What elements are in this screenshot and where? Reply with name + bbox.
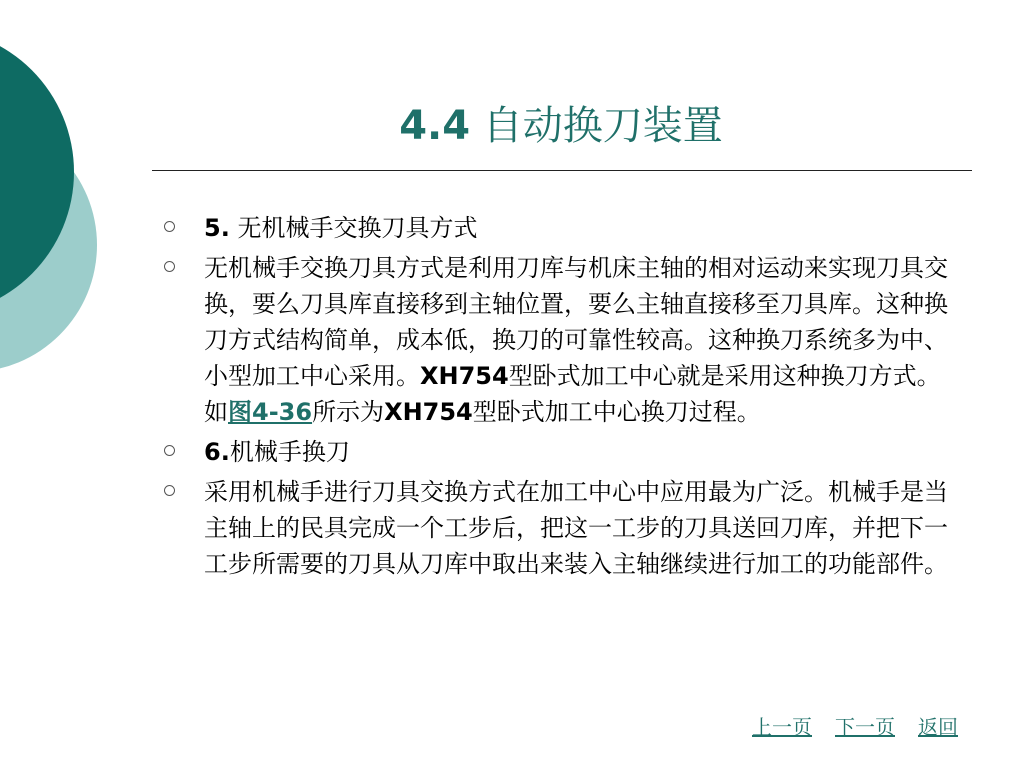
section-number: 5. xyxy=(204,214,230,242)
bullet-item-section-6 xyxy=(158,434,958,470)
bullet-item-description xyxy=(158,250,958,430)
bullet-circle-icon xyxy=(164,261,175,272)
next-page-link[interactable]: 下一页 xyxy=(835,715,895,739)
bullet-circle-icon xyxy=(164,221,175,232)
model-code: XH754 xyxy=(420,362,509,390)
bullet-text xyxy=(204,210,948,246)
text-segment: 所示为 xyxy=(312,398,385,426)
bullet-circle-icon xyxy=(164,445,175,456)
prev-page-link[interactable]: 上一页 xyxy=(752,715,812,739)
slide-navigation xyxy=(752,713,1002,741)
section-heading: 机械手换刀 xyxy=(229,438,350,466)
title-text: 自动换刀装置 xyxy=(482,103,723,149)
bullet-text xyxy=(204,434,948,470)
text-segment: 无机械手交换刀具方式是利用刀库与机床主轴的相对运动来实现刀具交换，要么刀具库直接移到主轴位置，要么主轴直接移至刀具库。这种换刀方式结构简单，成本低，换刀的可靠性较高。这种换刀系统多为中、小型加工中心采用。 xyxy=(204,254,948,390)
back-link[interactable]: 返回 xyxy=(918,715,958,739)
title-number: 4.4 xyxy=(399,103,471,149)
slide-title xyxy=(150,94,972,158)
decorative-circles xyxy=(0,0,130,420)
bullet-item-manipulator xyxy=(158,474,958,582)
model-code: XH754 xyxy=(384,398,473,426)
figure-link-number: 4-36 xyxy=(252,398,313,426)
section-number: 6. xyxy=(204,438,230,466)
bullet-item-section-5 xyxy=(158,210,958,246)
bullet-text: 采用机械手进行刀具交换方式在加工中心中应用最为广泛。机械手是当主轴上的民具完成一个工步后，把这一工步的刀具送回刀库，并把下一工步所需要的刀具从刀库中取出来装入主轴继续进行加工的功能部件。 xyxy=(204,478,948,578)
section-heading: 无机械手交换刀具方式 xyxy=(237,214,478,242)
bullet-list xyxy=(158,210,958,586)
title-divider xyxy=(152,170,972,171)
figure-4-36-link[interactable] xyxy=(228,398,312,426)
text-segment: 型卧式加工中心换刀过程。 xyxy=(472,398,761,426)
figure-link-prefix: 图 xyxy=(228,398,252,426)
bullet-text xyxy=(204,250,948,430)
bullet-circle-icon xyxy=(164,485,175,496)
text-segment: 型卧式加工中心就是采用这种换刀方式。如 xyxy=(204,362,941,426)
